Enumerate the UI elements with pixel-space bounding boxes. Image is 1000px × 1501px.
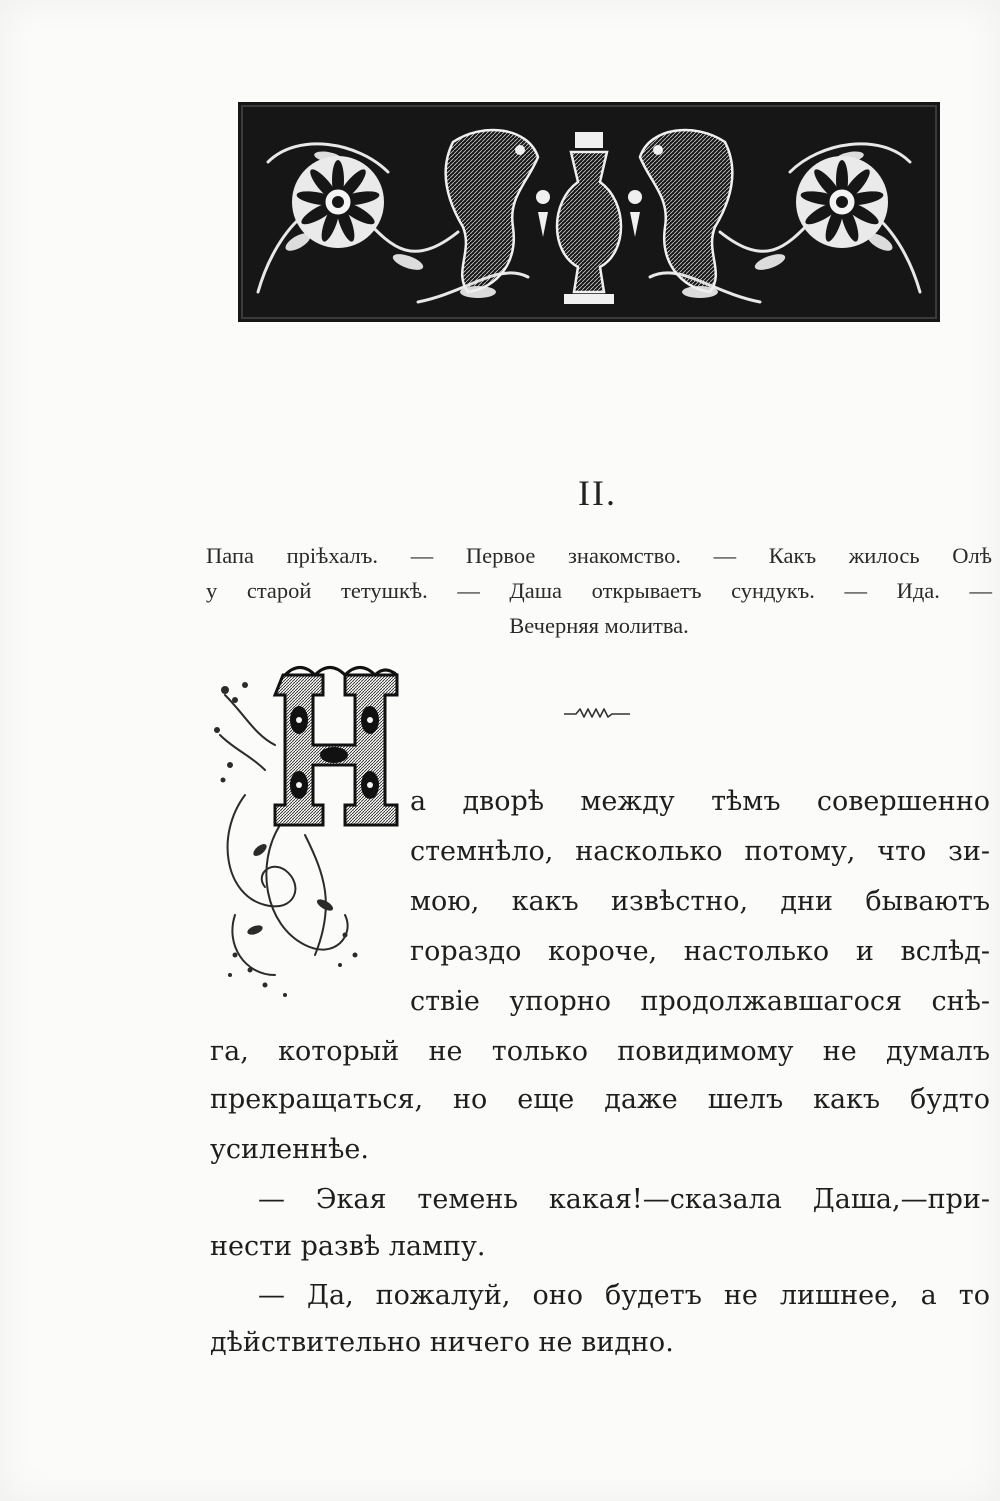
body-line: га, который не только повидимому не думалъ <box>210 1036 990 1067</box>
body-line: — Да, пожалуй, оно будетъ не лишнее, а то <box>258 1280 990 1311</box>
summary-line: у старой тетушкѣ. — Даша открываетъ сундукъ. — Ида. — <box>206 578 992 603</box>
body-line: дѣйствительно ничего не видно. <box>210 1327 674 1358</box>
body-line: мою, какъ извѣстно, дни бываютъ <box>410 886 990 917</box>
body-line: прекращаться, но еще даже шелъ какъ будто <box>210 1084 990 1115</box>
body-line: — Экая темень какая!—сказала Даша,—при- <box>258 1184 990 1215</box>
body-line: ствiе упорно продолжавшагося снѣ- <box>410 986 990 1017</box>
body-line: а дворѣ между тѣмъ совершенно <box>410 786 990 817</box>
body-line: нести развѣ лампу. <box>210 1231 486 1262</box>
body-line: гораздо короче, настолько и вслѣд- <box>410 936 990 967</box>
body-line: усиленнѣе. <box>210 1134 369 1165</box>
summary-line: Папа прiѣхалъ. — Первое знакомство. — Какъ жилось Олѣ <box>206 543 992 568</box>
chapter-number: II. <box>578 473 617 513</box>
body-line: стемнѣло, насколько потому, что зи- <box>410 836 990 867</box>
summary-line: Вечерняя молитва. <box>509 613 689 638</box>
